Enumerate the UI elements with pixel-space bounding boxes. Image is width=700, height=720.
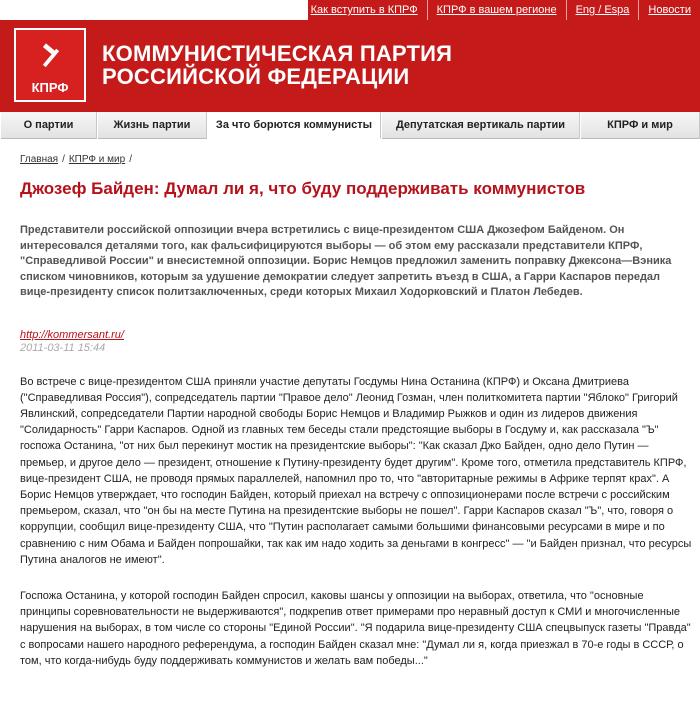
site-header xyxy=(0,20,700,112)
news-link[interactable]: Новости xyxy=(638,0,700,20)
kprf-region-link[interactable]: КПРФ в вашем регионе xyxy=(427,0,566,20)
main-nav xyxy=(0,112,700,139)
logo-abbr: КПРФ xyxy=(31,80,69,95)
article-date: 2011-03-11 15:44 xyxy=(20,341,106,354)
source-link[interactable]: http://kommersant.ru/ xyxy=(20,328,124,341)
top-links xyxy=(302,0,700,20)
tab-communist-goals[interactable]: За что борются коммунисты xyxy=(207,112,381,139)
join-kprf-link[interactable]: Как вступить в КПРФ xyxy=(310,4,418,16)
party-name-line2: РОССИЙСКОЙ ФЕДЕРАЦИИ xyxy=(102,64,410,89)
tab-about-party[interactable]: О партии xyxy=(0,112,97,139)
article-source xyxy=(20,329,692,341)
tab-kprf-world[interactable]: КПРФ и мир xyxy=(580,112,700,139)
breadcrumb xyxy=(20,154,692,165)
breadcrumb-kprf-world[interactable]: КПРФ и мир xyxy=(68,154,126,165)
article-paragraph-2: Госпожа Останина, у которой господин Байден спросил, каковы шансы у оппозиции на выборах, ответила, что "основные принципы соревновательности не выдерживаются", подкрепив ответ примерами про неравный доступ к СМИ и многочисленные нарушения на выборах, в том числе со стороны "Единой России". "Я подарила вице-президенту США спецвыпуск газеты "Правда" с вопросами нашего народного референдума, а господин Байден сказал мне: "Думал ли я, когда приезжал в 70-е годы в СССР, о том, что когда-нибудь буду поддерживать коммунистов и желать вам победы..." xyxy=(20,589,691,667)
breadcrumb-separator: / xyxy=(62,154,65,165)
hammer-sickle-icon xyxy=(32,38,70,76)
article-paragraph-1: Во встрече с вице-президентом США приняли участие депутаты Госдумы Нина Останина (КПРФ) и Оксана Дмитриева ("Справедливая Россия"), сопредседатель партии "Правое дело" Леонид Гозман, член политкомитета партии "Яблоко" Григорий Явлинский, сопредседатели Партии народной свободы Борис Немцов и Владимир Рыжков и один из лидеров движения "Солидарность" Гарри Каспаров. Одной из главных тем беседы стали предстоящие выборы в Госдуму и, как рассказала "Ъ" госпожа Останина, "от них был перекинут мостик на президентские выборы": "Как сказал Джо Байден, одно дело Путин — премьер, и другое дело — президент, отношение к Путину-президенту будет другим". Кроме того, отметила представитель КПРФ, вице-президент США, не проводя прямых параллелей, напомнил про то, что "авторитарные режимы в Африке терпят крах". А Борис Немцов утверждает, что господин Байден, который приехал на встречу с оппозиционерами после встречи с российским премьером, сказал, что "он бы на месте Путина на президентские выборы не пошел". Гарри Каспаров сказал "Ъ", что, говоря о коррупции, сообщил вице-президенту США, что "Путин располагает самыми большими финансовыми ресурсами в мире и по сравнению с ним Обама и Байден попрошайки, так как им надо ходить за деньгами в конгресс" — "и Байден признал, что ресурсы Путина аналогов не имеют". xyxy=(20,375,692,566)
main-content xyxy=(20,139,692,669)
top-utility-bar xyxy=(0,0,700,20)
tab-party-life[interactable]: Жизнь партии xyxy=(97,112,207,139)
party-name-line1: КОММУНИСТИЧЕСКАЯ ПАРТИЯ xyxy=(102,41,453,66)
lang-link[interactable]: Eng / Espa xyxy=(566,0,639,20)
kprf-logo[interactable] xyxy=(14,28,86,102)
tab-deputy-vertical[interactable]: Депутатская вертикаль партии xyxy=(381,112,580,139)
article-title: Джозеф Байден: Думал ли я, что буду поддерживать коммунистов xyxy=(20,179,586,198)
party-name xyxy=(102,42,452,88)
article-lead: Представители российской оппозиции вчера встретились с вице-президентом США Джозефом Байденом. Он интересовался деталями того, как фальсифицируются выборы — об этом ему рассказали представители КПРФ, "Справедливой России" и внесистемной оппозиции. Борис Немцов предложил заменить поправку Джексона—Вэника списком чиновников, которым за удушение демократии следует запретить въезд в США, а Гарри Каспаров передал вице-президенту список политзаключенных, среди которых Михаил Ходорковский и Платон Лебедев. xyxy=(20,224,672,298)
breadcrumb-separator: / xyxy=(129,154,132,165)
breadcrumb-home[interactable]: Главная xyxy=(20,154,59,165)
